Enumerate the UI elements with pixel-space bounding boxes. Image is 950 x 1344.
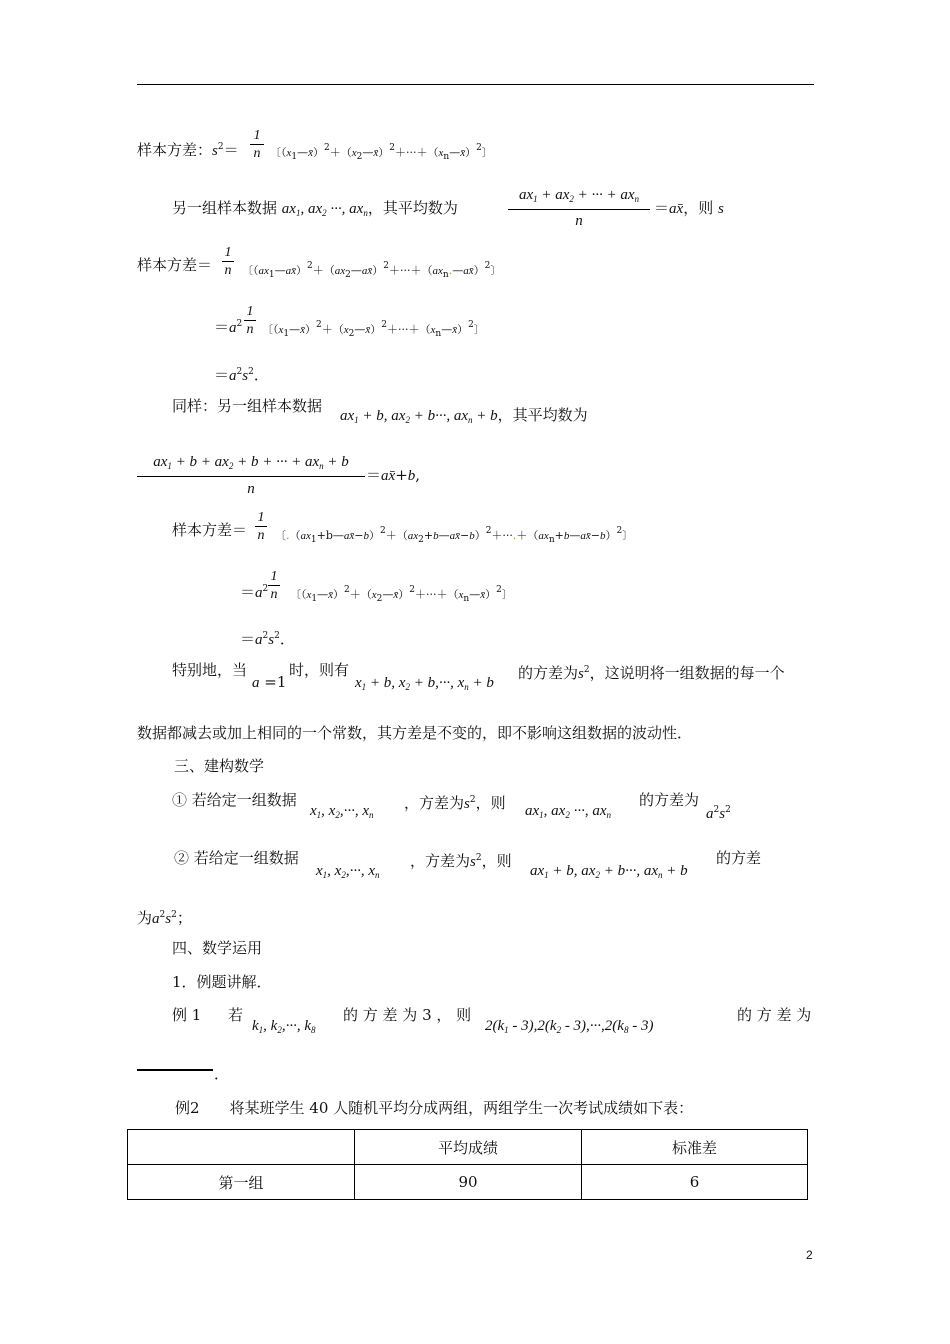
text-eq-ax-bar-b: ＝ax̄+b, <box>366 466 421 484</box>
math-x-list-1: $x_1$, $x_2,\cdot\cdot\cdot$, $x_n$ <box>310 803 374 820</box>
math-s2: s <box>212 143 218 159</box>
formula-line-variance-ax <box>137 255 212 275</box>
subsection-examples: 1．例题讲解． <box>172 973 272 991</box>
formula-line-sample-variance: 样本方差：$s^2=$ <box>137 141 239 159</box>
text-variance-is: 的方差为 <box>518 664 579 682</box>
text-l6: 同样：另一组样本数据 <box>172 397 323 415</box>
fraction-1-over-n-3: 1 n <box>244 304 256 339</box>
fraction-1-over-n-4: 1 n <box>255 510 267 545</box>
fraction-1-over-n: 1 n <box>250 128 264 163</box>
formula-line-a2-factor: $=a^2$ <box>214 318 243 336</box>
text-eq-ax-bar: ＝ax̄，则 s <box>654 199 724 217</box>
text-variance-2: ，方差为 <box>410 852 471 870</box>
example-1-end: ． <box>214 1065 230 1083</box>
fraction-mean-ax: $ax_1 + ax_2$ + ··· + $ax_n$ n <box>508 185 650 232</box>
answer-blank[interactable] <box>137 1069 213 1071</box>
table-header-row <box>128 1130 808 1165</box>
math-x-list-2: $x_1$, $x_2,\cdot\cdot\cdot$, $x_n$ <box>316 863 380 880</box>
text-l2: 另一组样本数据 <box>172 199 278 217</box>
text-l11-a: 特别地，当 <box>172 661 248 679</box>
label-sample-variance-3: 样本方差＝ <box>172 521 248 539</box>
example-1-if: 若 <box>228 1006 244 1024</box>
item-2-tail: 的方差 <box>716 849 762 867</box>
formula-a2s2-2: $=a^2s^2$． <box>240 630 295 648</box>
math-sum-squares-x-2: 〔$(x_1—x̄)^2+(x_2—x̄)^2+\cdot\cdot\cdot+(x_n—x̄)^2$〕 <box>290 585 513 604</box>
example-1-label: 例 1 <box>172 1006 202 1024</box>
text-l11-c: 的方差为$s^2$，这说明将一组数据的每一个 <box>518 664 785 682</box>
section-heading-3: 三、建构数学 <box>174 757 265 775</box>
table-cell-sd: 6 <box>582 1165 808 1200</box>
fraction-1-over-n-5: 1 n <box>268 569 280 604</box>
label-sample-variance-2: 样本方差＝ <box>137 256 213 274</box>
section-heading-4: 四、数学运用 <box>172 939 263 957</box>
table-cell-group: 第一组 <box>128 1165 355 1200</box>
fraction-1-over-n-2: 1 n <box>222 245 234 280</box>
example-1-mid: 的 方 差 为 3 ， 则 <box>343 1006 472 1024</box>
math-k-list: $k_1$, $k_2,\cdot\cdot\cdot$, $k_8$ <box>252 1018 316 1035</box>
math-sum-squares-1: 〔$(x_1—x̄)^2+(x_2—x̄)^2+\cdot\cdot\cdot+(x_n—x̄)^2$〕 <box>270 143 493 162</box>
math-ax-plus-b-list: $ax_1 + b$, $ax_2 + b\cdot\cdot\cdot$, $ax_n + b$，其平均数为 <box>340 406 588 425</box>
item-2-lead: ② 若给定一组数据 <box>174 849 299 867</box>
text-then-2: ，则 <box>481 852 512 870</box>
table-header-mean: 平均成绩 <box>355 1130 582 1165</box>
item-1-lead: ① 若给定一组数据 <box>172 791 297 809</box>
math-sum-squares-ax: 〔$(ax_1—ax̄)^2+(ax_2—ax̄)^2+\cdot\cdot\cdot+(ax_n.—ax̄)^2$〕 <box>242 261 502 280</box>
text-then-1: ，则 <box>475 794 506 812</box>
math-sum-squares-axb: 〔$.(ax_1+b—ax̄-b)^2+(ax_2+b—ax̄-b)^2+\cdot\cdot\cdot.+(ax_n+b—ax̄-b)^2$〕 <box>275 526 634 545</box>
text-is: 为 <box>137 909 153 927</box>
header-rule <box>137 84 814 85</box>
table-cell-mean: 90 <box>355 1165 582 1200</box>
item-2-mid: ，方差为$s^2$，则 <box>410 852 512 870</box>
math-ax-plus-b-list-2: $ax_1 + b$, $ax_2 + b\cdot\cdot\cdot$, $ax_n + b$ <box>530 863 688 880</box>
text-semicolon: ； <box>176 909 192 927</box>
formula-line-a2-factor-2: $=a^2$ <box>240 583 269 601</box>
label-sample-variance: 样本方差： <box>137 141 213 159</box>
table-row <box>128 1165 808 1200</box>
math-sum-squares-x: 〔$(x_1—x̄)^2+(x_2—x̄)^2+\cdot\cdot\cdot+(x_n—x̄)^2$〕 <box>262 320 485 339</box>
table-header-sd: 标准差 <box>582 1130 808 1165</box>
text-l6-tail: ，其平均数为 <box>497 406 588 424</box>
text-similarly <box>172 396 322 416</box>
formula-line-variance-axb <box>172 520 247 540</box>
text-conclusion: 数据都减去或加上相同的一个常数，其方差是不变的，即不影响这组数据的波动性． <box>137 724 693 742</box>
text-then: ，则 <box>683 199 714 217</box>
text-another-sample <box>172 198 458 223</box>
math-ax-list-2: $ax_1$, $ax_2$ ···, $ax_n$ <box>525 803 612 820</box>
text-variance-1: ，方差为 <box>404 794 465 812</box>
text-l11-b: 时，则有 <box>289 661 350 679</box>
math-ax-list: $ax_1$, $ax_2$ ···, $ax_n$ <box>281 201 368 218</box>
math-a2s2-item1: $a^2s^2$ <box>706 805 731 822</box>
example-1-tail: 的 方 差 为 <box>737 1006 812 1024</box>
item-1-tail: 的方差为 <box>639 791 700 809</box>
item-2-cont: 为$a^2s^2$； <box>137 909 192 927</box>
table-header-empty <box>128 1130 355 1165</box>
math-x-plus-b-list: $x_1 + b$, $x_2 + b,\cdot\cdot\cdot$, $x_n + b$ <box>355 675 494 692</box>
scores-table <box>127 1129 808 1200</box>
page-number: 2 <box>806 1248 813 1262</box>
example-2-text: 例2 将某班学生 40 人随机平均分成两组，两组学生一次考试成绩如下表： <box>175 1099 694 1117</box>
text-this-shows: ，这说明将一组数据的每一个 <box>589 664 785 682</box>
formula-a2s2: $=a^2s^2$． <box>214 366 269 384</box>
math-2k-list: $2(k_1 - 3),2(k_2 - 3),\cdot\cdot\cdot,2(k_8 - 3)$ <box>485 1018 654 1035</box>
fraction-mean-ax-plus-b: $ax_1 + b + ax_2 + b$ + ··· + $ax_n + b$ n <box>137 452 365 501</box>
item-1-mid: ，方差为$s^2$，则 <box>404 794 506 812</box>
math-a-eq-1: a =1 <box>252 673 287 691</box>
text-special-case <box>172 660 247 680</box>
text-l2-mid: ，其平均数为 <box>367 199 458 217</box>
